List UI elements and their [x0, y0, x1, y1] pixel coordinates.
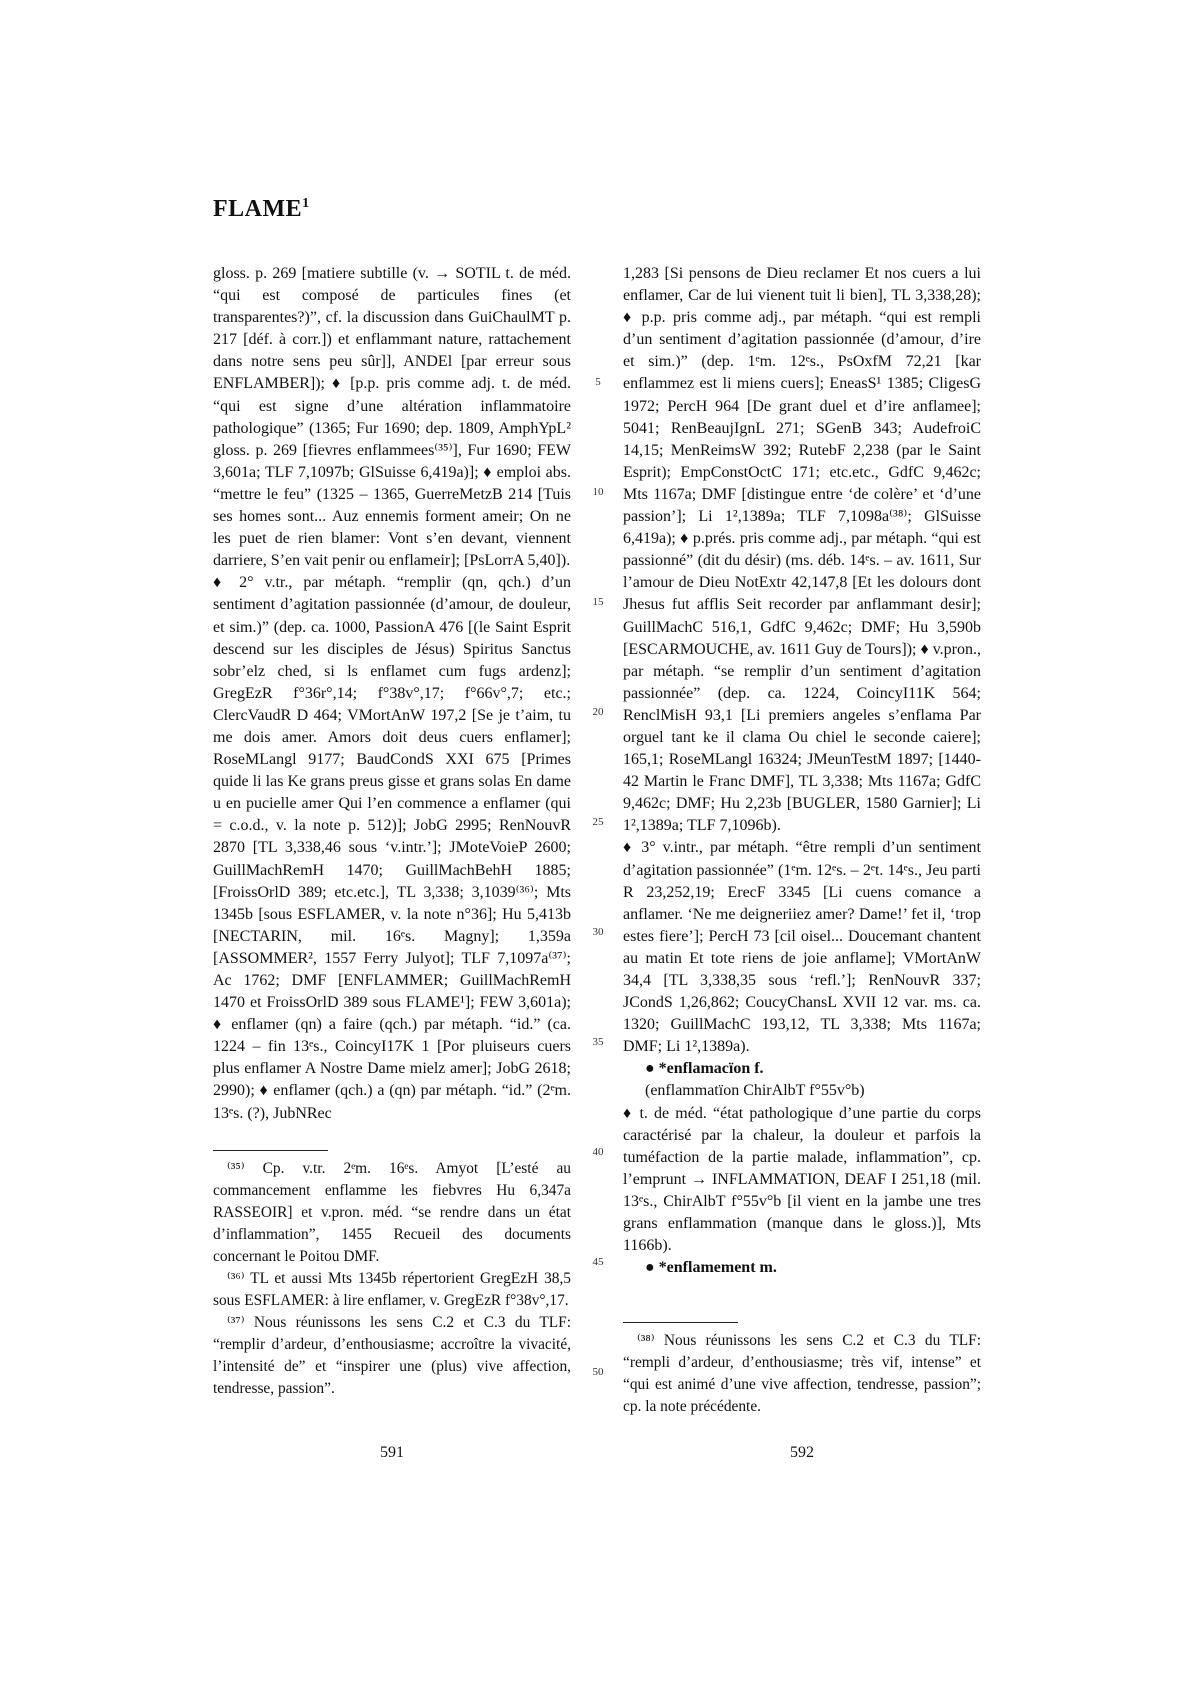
entry-enflamement-head: ● *enflamement m. [645, 1259, 777, 1277]
running-head-sup: 1 [302, 196, 310, 211]
footnotes-right [623, 1330, 981, 1418]
line-number: 30 [592, 926, 604, 938]
line-number: 10 [592, 486, 604, 498]
line-number: 50 [592, 1366, 604, 1378]
line-number: 35 [592, 1036, 604, 1048]
footnote-rule-left [213, 1150, 328, 1151]
footnote-35: ⁽³⁵⁾ Cp. v.tr. 2ᵉm. 16ᵉs. Amyot [L’esté au commancement enflamme les fiebvres Hu 6,347a RASSEOIR] et v.pron. méd. “se rendre dans un état d’inflammation”, 1455 Recueil des documents concernant le Poitou DMF. [213, 1160, 571, 1265]
running-head [213, 196, 310, 223]
footnote-38: ⁽³⁸⁾ Nous réunissons les sens C.2 et C.3 du TLF: “rempli d’ardeur, d’enthousiasme; très vif, intense” et “qui est animé d’une vive affection, tendresse, passion”; cp. la note précédente. [623, 1332, 981, 1415]
entry-enflamacion-head: ● *enflamacïon f. [645, 1060, 764, 1078]
right-column [623, 263, 981, 1279]
line-number: 20 [592, 706, 604, 718]
line-number: 40 [592, 1146, 604, 1158]
line-number: 15 [592, 596, 604, 608]
entry-enflamacion-variant: (enflammatïon ChirAlbT f°55v°b) [645, 1082, 865, 1100]
right-paragraph-2: ♦ 3° v.intr., par métaph. “être rempli d’un sentiment d’agitation passionnée” (1ᵉm. 12ᵉs. – 2ᵉt. 14ᵉs., Jeu parti R 23,252,19; ErecF 3345 [Li cuens comance a anflamer. ‘Ne me deigneriiez amer? Dame!’ fet il, ‘trop estes fiere’]; PercH 73 [cil oisel... Doucemant chantent au matin Et tote riens de joie anflame]; VMortAnW 34,4 [TL 3,338,35 sous ‘refl.’]; RenNouvR 337; JCondS 1,26,862; CoucyChansL XVII 12 var. ms. ca. 1320; GuillMachC 193,12, TL 3,338; Mts 1167a; DMF; Li 1²,1389a). [623, 839, 981, 1056]
line-number: 25 [592, 816, 604, 828]
footnote-36: ⁽³⁶⁾ TL et aussi Mts 1345b répertorient GregEzH 38,5 sous ESFLAMER: à lire enflamer, v. GregEzR f°38v°,17. [213, 1270, 571, 1309]
running-head-word: FLAME [213, 196, 303, 222]
left-column [213, 263, 571, 1125]
line-number: 5 [595, 376, 601, 388]
page-number-right: 592 [790, 1444, 814, 1461]
footnotes-left [213, 1158, 571, 1400]
line-number: 45 [592, 1256, 604, 1268]
page-number-left: 591 [380, 1444, 404, 1461]
left-paragraph-1: gloss. p. 269 [matiere subtille (v. → SOTIL t. de méd. “qui est composé de particules fines (et transparentes?)”, cf. la discussion dans GuiChaulMT p. 217 [déf. à corr.]) et enflammant nature, rattachement dans notre sens peu sûr]], ANDEl [par erreur sous ENFLAMBER]); ♦ [p.p. pris comme adj. t. de méd. “qui est signe d’une altération inflammatoire pathologique” (1365; Fur 1690; dep. 1809, AmphYpL² gloss. p. 269 [fievres enflammees⁽³⁵⁾], Fur 1690; FEW 3,601a; TLF 7,1097b; GlSuisse 6,419a)]; ♦ emploi abs. “mettre le feu” (1325 – 1365, GuerreMetzB 214 [Tuis ses homes sont... Auz ennemis forment ameir; On ne les puet de rien blamer: Vont s’en devant, viennent darriere, S’en vait penir ou enflameir]; [PsLorrA 5,40]). [213, 265, 571, 570]
right-paragraph-1: 1,283 [Si pensons de Dieu reclamer Et nos cuers a lui enflamer, Car de lui vienent tuit li bien], TL 3,338,28); ♦ p.p. pris comme adj., par métaph. “qui est rempli d’un sentiment d’agitation passionnée (d’amour, d’ire et sim.)” (dep. 1ᵉm. 12ᵉs., PsOxfM 72,21 [kar enflammez est li miens cuers]; EneasS¹ 1385; CligesG 1972; PercH 964 [De grant duel et d’ire anflamee]; 5041; RenBeaujIgnL 271; SGenB 343; AudefroiC 14,15; MenReimsW 392; RutebF 2,238 (par le Saint Esprit); EmpConstOctC 171; etc.etc., GdfC 9,462c; Mts 1167a; DMF [distingue entre ‘de colère’ et ‘d’une passion’]; Li 1²,1389a; TLF 7,1098a⁽³⁸⁾; GlSuisse 6,419a); ♦ p.prés. pris comme adj., par métaph. “qui est passionné” (dit du désir) (ms. déb. 14ᵉs. – av. 1611, Sur l’amour de Dieu NotExtr 42,147,8 [Et les dolours dont Jhesus fut afflis Seit recorder par anflammant desir]; GuillMachC 516,1, GdfC 9,462c; DMF; Hu 3,590b [ESCARMOUCHE, av. 1611 Guy de Tours]); ♦ v.pron., par métaph. “se remplir d’un sentiment d’agitation passionnée” (dep. ca. 1224, CoincyI11K 564; RenclMisH 93,1 [Li premiers angeles s’enflama Par orguel tant ke il clama Ou chiel le seconde caiere]; 165,1; RoseMLangl 16324; JMeunTestM 1897; [1440-42 Martin le Franc DMF], TL 3,338; Mts 1167a; GdfC 9,462c; DMF; Hu 2,23b [BUGLER, 1580 Garnier]; Li 1²,1389a; TLF 7,1096b). [623, 265, 981, 835]
left-paragraph-2: ♦ 2° v.tr., par métaph. “remplir (qn, qch.) d’un sentiment d’agitation passionnée (d’amour, de douleur, et sim.)” (dep. ca. 1000, PassionA 476 [(le Saint Esprit descend sur les disciples de Jésus) Spiritus Sanctus sobr’elz ched, si ls enflamet cum fugs ardenz]; GregEzR f°36r°,14; f°38v°,17; f°66v°,7; etc.; ClercVaudR D 464; VMortAnW 197,2 [Se je t’aim, tu me dois amer. Amors doit deus cuers enflamer]; RoseMLangl 9177; BaudCondS XXI 675 [Primes quide li las Ke grans preus gisse et grans solas En dame u en pucielle amer Qui l’en commence a enflamer (qui = c.o.d., v. la note p. 512)]; JobG 2995; RenNouvR 2870 [TL 3,338,46 sous ‘v.intr.’]; JMoteVoieP 2600; GuillMachRemH 1470; GuillMachBehH 1885; [FroissOrlD 389; etc.etc.], TL 3,338; 3,1039⁽³⁶⁾; Mts 1345b [sous ESFLAMER, v. la note n°36]; Hu 5,413b [NECTARIN, mil. 16ᵉs. Magny]; 1,359a [ASSOMMER², 1557 Ferry Julyot]; TLF 7,1097a⁽³⁷⁾; Ac 1762; DMF [ENFLAMMER; GuillMachRemH 1470 et FroissOrlD 389 sous FLAME¹]; FEW 3,601a); ♦ enflamer (qn) a faire (qch.) par métaph. “id.” (ca. 1224 – fin 13ᵉs., CoincyI17K 1 [Por pluiseurs cuers plus enflamer A Nostre Dame mielz amer]; JobG 2618; 2990); ♦ enflamer (qch.) a (qn) par métaph. “id.” (2ᵉm. 13ᵉs. (?), JubNRec [213, 574, 571, 1122]
entry-enflamacion-def: ♦ t. de méd. “état pathologique d’une partie du corps caractérisé par la chaleur, la douleur et parfois la tuméfaction de la partie malade, inflammation”, cp. l’emprunt → INFLAMMATION, DEAF I 251,18 (mil. 13ᵉs., ChirAlbT f°55v°b [il vient en la jambe une tres grans enflammation (manque dans le gloss.)], Mts 1166b). [623, 1104, 981, 1255]
footnote-37: ⁽³⁷⁾ Nous réunissons les sens C.2 et C.3 du TLF: “remplir d’ardeur, d’enthousiasme; accroître la vivacité, l’intensité de” et “inspirer une (plus) vive affection, tendresse, passion”. [213, 1314, 571, 1397]
footnote-rule-right [623, 1322, 738, 1323]
